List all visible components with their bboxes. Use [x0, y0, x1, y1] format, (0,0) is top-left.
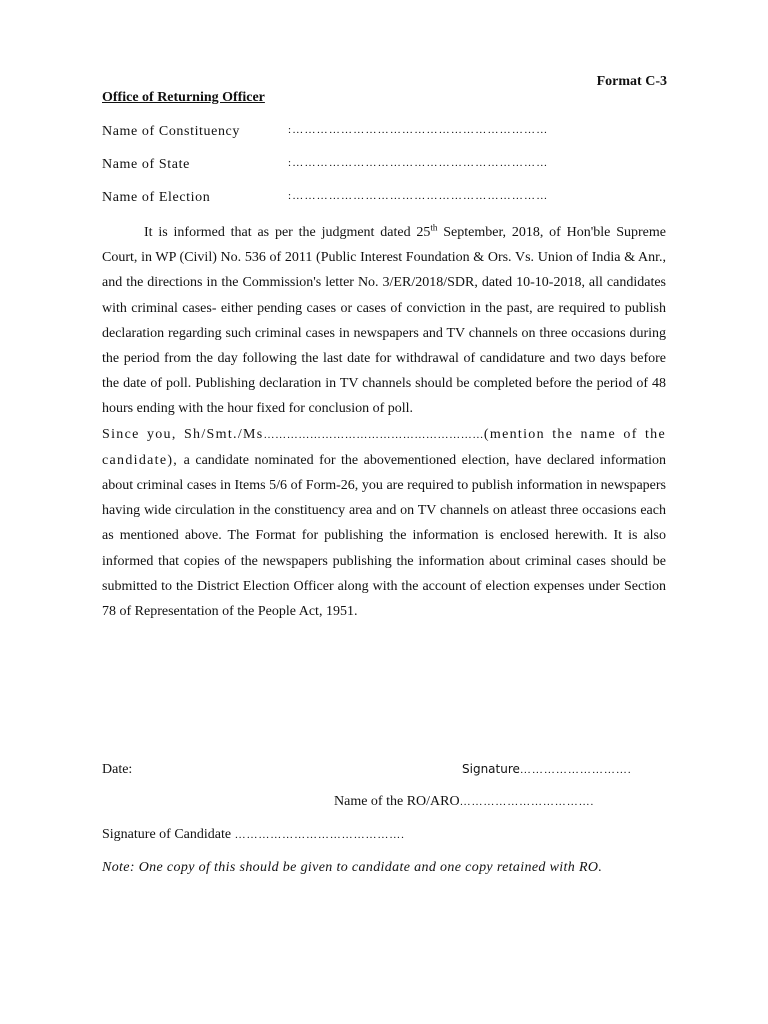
candidate-label: Signature of Candidate: [102, 827, 235, 842]
field-constituency: [102, 124, 662, 144]
candidate-name-blank: …………………………………………………: [263, 428, 484, 441]
field-election: [102, 190, 662, 210]
field-label: Name of State: [102, 157, 190, 172]
superscript: th: [430, 222, 438, 233]
field-blank: :………………………………………………………: [288, 190, 549, 202]
signature-label: Signature: [462, 762, 520, 776]
paragraph-tail: (mention the name of the candidate),: [102, 426, 666, 468]
ro-label: Name of the RO/ARO: [334, 794, 460, 809]
note: Note: One copy of this should be given to candidate and one copy retained with RO.: [102, 860, 603, 875]
paragraph-text: a candidate nominated for the abovementioned election, have declared information about criminal cases in Items 5/6 of Form-26, you are required to publish information in newspapers having wide circulation in the constituency area and on TV channels on atleast three occasions each as mentioned above. The Format for publishing the information is enclosed herewith. It is also informed that copies of the newspapers publishing the information about criminal cases should be submitted to the District Election Officer along with the account of election expenses under Section 78 of Representation of the People Act, 1951.: [102, 452, 666, 620]
field-state: [102, 157, 662, 177]
ro-blank: …………………………….: [459, 796, 595, 808]
paragraph-candidate: [102, 422, 666, 625]
signature-blank: ……………………….: [519, 764, 632, 776]
paragraph-lead: Since you, Sh/Smt./Ms: [102, 426, 264, 442]
field-label: Name of Election: [102, 190, 211, 205]
paragraph-text: September, 2018, of Hon'ble Supreme Court, in WP (Civil) No. 536 of 2011 (Public Interest Foundation & Ors. Vs. Union of India & Anr., and the directions in the Commission's letter No. 3/ER/2018/SDR, dated 10-10-2018, all candidates with criminal cases- either pending cases or cases of conviction in the past, are required to publish declaration regarding such criminal cases in newspapers and TV channels on three occasions during the period from the day following the last date for withdrawal of candidature and two days before the date of poll. Publishing declaration in TV channels should be completed before the period of 48 hours ending with the hour fixed for conclusion of poll.: [102, 225, 666, 417]
candidate-blank: …………………………………….: [234, 829, 405, 841]
ro-name-line: [334, 794, 594, 810]
field-blank: :………………………………………………………: [288, 124, 549, 136]
field-blank: :………………………………………………………: [288, 157, 549, 169]
office-title: Office of Returning Officer: [102, 90, 265, 105]
signature-line: [462, 762, 632, 776]
date-label: Date:: [102, 762, 133, 777]
candidate-signature-line: [102, 827, 405, 843]
format-code: Format C-3: [596, 74, 667, 89]
paragraph-judgment: [102, 220, 666, 422]
paragraph-text: It is informed that as per the judgment dated 25: [144, 225, 431, 240]
field-label: Name of Constituency: [102, 124, 240, 139]
body-text: [102, 220, 666, 624]
